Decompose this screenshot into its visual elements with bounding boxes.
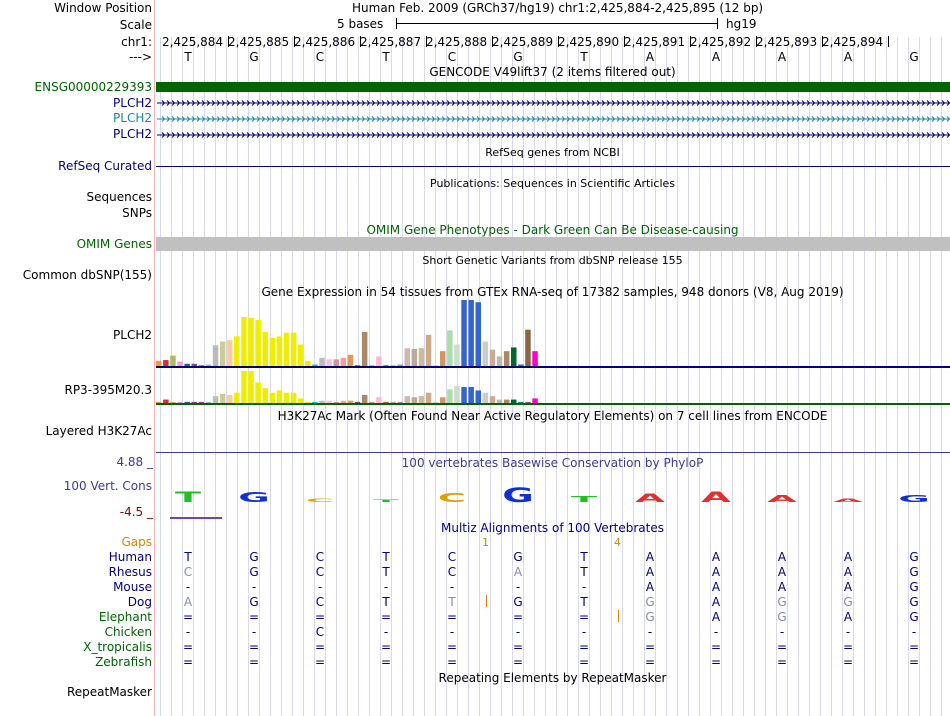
- common-dbsnp-label[interactable]: Common dbSNP(155): [22, 268, 152, 282]
- alignment-base: -: [185, 625, 191, 639]
- alignment-base: G: [909, 550, 919, 564]
- alignment-base: =: [447, 610, 458, 624]
- alignment-base: =: [183, 655, 194, 669]
- gap-insertion-marker-elephant: [618, 610, 619, 622]
- alignment-base: -: [449, 580, 455, 594]
- reference-base: A: [711, 50, 721, 64]
- conservation-logo-letter: C: [305, 497, 335, 504]
- alignment-base: A: [513, 565, 523, 579]
- alignment-base: -: [779, 625, 785, 639]
- gtex-gene-label-plch2[interactable]: PLCH2: [113, 328, 152, 342]
- alignment-base: G: [909, 565, 919, 579]
- alignment-base: -: [251, 580, 257, 594]
- alignment-base: =: [315, 640, 326, 654]
- gaps-label[interactable]: Gaps: [121, 535, 152, 549]
- gap-insertion-marker-dog: [486, 595, 487, 607]
- gtex-track-title: Gene Expression in 54 tissues from GTEx RNA-seq of 17382 samples, 948 donors (V8, Aug 2019): [261, 285, 844, 299]
- alignment-base: A: [777, 550, 787, 564]
- alignment-base: -: [515, 625, 521, 639]
- alignment-base: -: [383, 580, 389, 594]
- ruler-coordinate: 2,425,894: [822, 35, 884, 49]
- alignment-base: -: [911, 625, 917, 639]
- alignment-base: =: [579, 640, 590, 654]
- phylop-min-value: -4.5 _: [119, 505, 153, 519]
- reference-base: T: [382, 50, 390, 64]
- alignment-base: T: [382, 595, 390, 609]
- ruler-coordinate: 2,425,891: [624, 35, 686, 49]
- db-name-text: hg19: [726, 17, 757, 31]
- conservation-logo-letter: A: [833, 497, 863, 504]
- alignment-base: -: [581, 580, 587, 594]
- alignment-base: =: [579, 610, 590, 624]
- alignment-base: T: [580, 550, 588, 564]
- repeatmasker-track-title: Repeating Elements by RepeatMasker: [438, 671, 667, 685]
- alignment-base: =: [183, 640, 194, 654]
- alignment-base: G: [843, 595, 853, 609]
- reference-base: G: [249, 50, 259, 64]
- reference-base: A: [843, 50, 853, 64]
- reference-base: G: [909, 50, 919, 64]
- alignment-base: C: [315, 595, 325, 609]
- alignment-base: A: [711, 610, 721, 624]
- alignment-base: =: [777, 655, 788, 669]
- alignment-base: =: [381, 610, 392, 624]
- alignment-base: =: [513, 610, 524, 624]
- alignment-base: A: [645, 550, 655, 564]
- conservation-logo-letter: G: [238, 489, 270, 506]
- conservation-logo-letter: C: [437, 489, 467, 506]
- ruler-coordinate: 2,425,884: [162, 35, 224, 49]
- conservation-logo-letter: A: [701, 488, 731, 506]
- species-label[interactable]: Elephant: [98, 610, 152, 624]
- alignment-base: G: [249, 595, 259, 609]
- alignment-base: T: [580, 595, 588, 609]
- alignment-base: -: [383, 625, 389, 639]
- alignment-base: =: [909, 655, 920, 669]
- ruler-coordinate: 2,425,887: [360, 35, 422, 49]
- alignment-base: -: [185, 580, 191, 594]
- alignment-base: G: [249, 565, 259, 579]
- negative-conservation-bar: [170, 517, 222, 519]
- publications-track-title: Publications: Sequences in Scientific Articles: [430, 177, 675, 190]
- refseq-curated-label[interactable]: RefSeq Curated: [58, 159, 152, 173]
- alignment-base: -: [845, 625, 851, 639]
- alignment-base: G: [645, 610, 655, 624]
- species-label[interactable]: Dog: [127, 595, 152, 609]
- gene-label-plch2-3[interactable]: PLCH2: [113, 127, 152, 141]
- alignment-base: =: [579, 655, 590, 669]
- alignment-base: A: [777, 565, 787, 579]
- phylop-track-title: 100 vertebrates Basewise Conservation by PhyloP: [401, 456, 704, 470]
- chr-label: chr1:: [121, 35, 152, 49]
- alignment-base: A: [711, 565, 721, 579]
- alignment-base: G: [249, 550, 259, 564]
- alignment-base: G: [513, 595, 523, 609]
- alignment-base: =: [645, 640, 656, 654]
- alignment-base: =: [909, 640, 920, 654]
- alignment-base: =: [249, 640, 260, 654]
- alignment-base: =: [381, 655, 392, 669]
- alignment-base: A: [711, 550, 721, 564]
- conservation-logo-letter: A: [635, 491, 665, 505]
- alignment-base: A: [843, 550, 853, 564]
- alignment-base: C: [447, 565, 457, 579]
- alignment-base: C: [183, 565, 193, 579]
- conservation-logo-letter: T: [570, 494, 598, 505]
- alignment-base: C: [315, 565, 325, 579]
- alignment-base: G: [909, 610, 919, 624]
- alignment-base: =: [447, 640, 458, 654]
- phylop-vert-cons-label[interactable]: 100 Vert. Cons: [63, 479, 152, 493]
- alignment-base: A: [843, 610, 853, 624]
- omim-track-title: OMIM Gene Phenotypes - Dark Green Can Be Disease-causing: [366, 223, 739, 237]
- reference-base: G: [513, 50, 523, 64]
- alignment-base: =: [711, 640, 722, 654]
- scale-label: Scale: [119, 18, 152, 32]
- gene-label-plch2-2[interactable]: PLCH2: [113, 111, 152, 125]
- alignment-base: A: [183, 595, 193, 609]
- alignment-base: -: [317, 580, 323, 594]
- h3k27ac-track-title: H3K27Ac Mark (Often Found Near Active Regulatory Elements) on 7 cell lines from ENCODE: [277, 409, 828, 423]
- layered-h3k27ac-label[interactable]: Layered H3K27Ac: [45, 424, 152, 438]
- strand-arrow-label: --->: [128, 50, 152, 64]
- reference-base: A: [777, 50, 787, 64]
- ruler-coordinate: 2,425,889: [492, 35, 554, 49]
- reference-base: A: [645, 50, 655, 64]
- sequences-label[interactable]: Sequences: [86, 190, 152, 204]
- gtex-gene-label-rp3[interactable]: RP3-395M20.3: [64, 383, 152, 397]
- snps-label[interactable]: SNPs: [122, 206, 152, 220]
- conservation-logo-letter: G: [502, 484, 534, 508]
- alignment-base: =: [645, 655, 656, 669]
- conservation-logo-letter: T: [372, 499, 400, 503]
- species-label[interactable]: Human: [108, 550, 152, 564]
- alignment-base: T: [382, 550, 390, 564]
- alignment-base: =: [513, 655, 524, 669]
- alignment-base: C: [315, 625, 325, 639]
- ruler-coordinate: 2,425,892: [690, 35, 752, 49]
- alignment-base: -: [647, 625, 653, 639]
- conservation-logo-letter: T: [174, 488, 202, 506]
- ruler-coordinate: 2,425,886: [294, 35, 356, 49]
- alignment-base: =: [777, 640, 788, 654]
- alignment-base: =: [447, 655, 458, 669]
- reference-base: T: [184, 50, 192, 64]
- ruler-coordinate: 2,425,885: [228, 35, 290, 49]
- gencode-track-title: GENCODE V49lift37 (2 items filtered out): [429, 65, 676, 79]
- alignment-base: C: [315, 550, 325, 564]
- gene-label-ensg[interactable]: ENSG00000229393: [34, 80, 152, 94]
- alignment-base: C: [447, 550, 457, 564]
- alignment-base: =: [843, 640, 854, 654]
- refseq-track-title: RefSeq genes from NCBI: [485, 146, 620, 159]
- alignment-base: =: [183, 610, 194, 624]
- alignment-base: G: [909, 580, 919, 594]
- alignment-base: =: [249, 610, 260, 624]
- alignment-base: -: [713, 625, 719, 639]
- alignment-base: G: [909, 595, 919, 609]
- alignment-base: -: [449, 625, 455, 639]
- alignment-base: =: [711, 655, 722, 669]
- assembly-position-text: Human Feb. 2009 (GRCh37/hg19) chr1:2,425,884-2,425,895 (12 bp): [352, 1, 764, 15]
- alignment-base: -: [581, 625, 587, 639]
- alignment-base: T: [448, 595, 456, 609]
- alignment-base: T: [184, 550, 192, 564]
- ruler-coordinate: 2,425,893: [756, 35, 818, 49]
- phylop-max-value: 4.88 _: [116, 455, 153, 469]
- alignment-base: G: [513, 550, 523, 564]
- ruler-coordinate: 2,425,890: [558, 35, 620, 49]
- alignment-base: G: [777, 610, 787, 624]
- alignment-base: A: [777, 580, 787, 594]
- species-label[interactable]: Zebrafish: [95, 655, 152, 669]
- conservation-logo-letter: A: [767, 493, 797, 505]
- omim-genes-label[interactable]: OMIM Genes: [76, 237, 152, 251]
- reference-base: T: [580, 50, 588, 64]
- alignment-base: A: [645, 565, 655, 579]
- conservation-logo-letter: G: [898, 493, 930, 505]
- gene-label-plch2-1[interactable]: PLCH2: [113, 96, 152, 110]
- alignment-base: =: [315, 610, 326, 624]
- alignment-base: -: [251, 625, 257, 639]
- alignment-base: G: [777, 595, 787, 609]
- gap-count-2: 4: [614, 536, 621, 549]
- alignment-base: -: [515, 580, 521, 594]
- reference-base: C: [447, 50, 457, 64]
- window-position-label: Window Position: [54, 1, 152, 15]
- species-label[interactable]: X_tropicalis: [83, 640, 152, 654]
- alignment-base: T: [580, 565, 588, 579]
- alignment-base: T: [382, 565, 390, 579]
- ruler-coordinate: 2,425,888: [426, 35, 488, 49]
- alignment-base: =: [381, 640, 392, 654]
- alignment-base: =: [249, 655, 260, 669]
- species-label[interactable]: Rhesus: [108, 565, 152, 579]
- alignment-base: A: [711, 580, 721, 594]
- alignment-base: A: [645, 580, 655, 594]
- species-label[interactable]: Chicken: [104, 625, 152, 639]
- repeatmasker-label[interactable]: RepeatMasker: [66, 685, 152, 699]
- multiz-track-title: Multiz Alignments of 100 Vertebrates: [440, 521, 665, 535]
- alignment-base: =: [315, 655, 326, 669]
- alignment-base: G: [645, 595, 655, 609]
- alignment-base: =: [843, 655, 854, 669]
- species-label[interactable]: Mouse: [113, 580, 152, 594]
- alignment-base: A: [711, 595, 721, 609]
- reference-base: C: [315, 50, 325, 64]
- alignment-base: A: [843, 565, 853, 579]
- alignment-base: =: [513, 640, 524, 654]
- scale-bases-text: 5 bases: [337, 17, 384, 31]
- alignment-base: A: [843, 580, 853, 594]
- gap-count-1: 1: [482, 536, 489, 549]
- dbsnp-track-title: Short Genetic Variants from dbSNP release 155: [422, 254, 683, 267]
